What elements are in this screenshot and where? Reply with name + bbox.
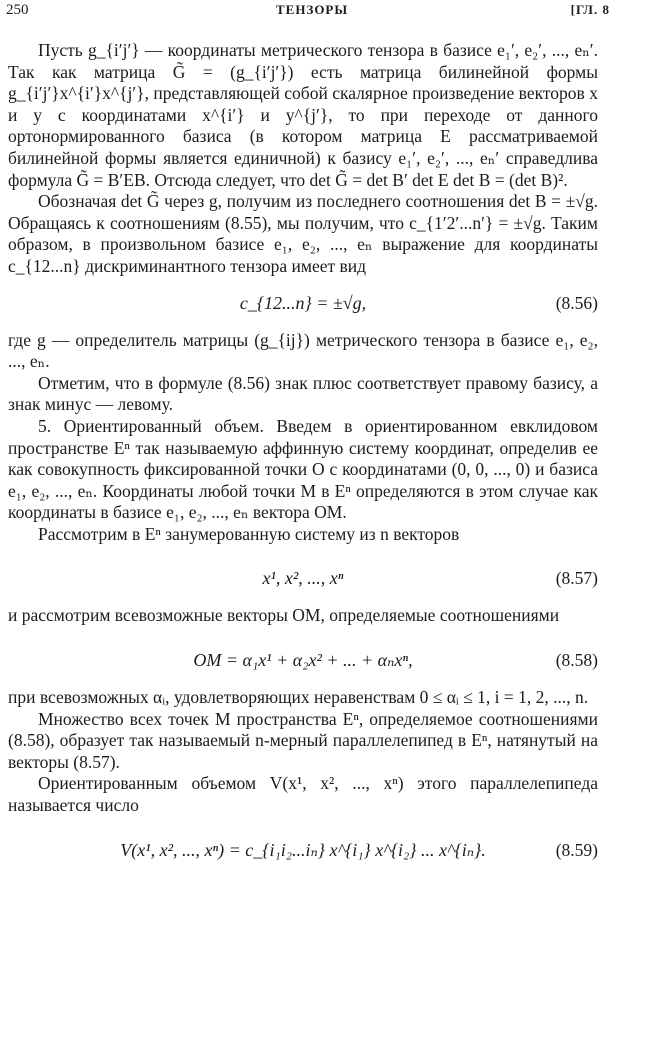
paragraph: и рассмотрим всевозможные векторы OM, определяемые соотношениями xyxy=(8,605,560,626)
chapter-label: [ГЛ. 8 xyxy=(570,2,610,17)
equation-body: x¹, x², ..., xⁿ xyxy=(262,568,344,589)
paragraph: Отметим, что в формуле (8.56) знак плюс соответствует правому базису, а знак минус — левому. xyxy=(8,372,598,415)
paragraph: Множество всех точек M пространства Eⁿ, определяемое соотношениями (8.58), образует так называемый n-мерный параллелепипед в Eⁿ, натянутый на векторы (8.57). xyxy=(8,708,598,772)
equation-number: (8.58) xyxy=(555,650,598,671)
paragraph: Ориентированным объемом V(x¹, x², ..., xⁿ) этого параллелепипеда называется число xyxy=(8,773,598,816)
paragraph: 5. Ориентированный объем. Введем в ориентированном евклидовом пространстве Eⁿ так называемую аффинную систему координат, определив ее как совокупность фиксированной точки O с координатами (0, 0, ..., 0) и базиса e₁, e₂, ..., eₙ. Координаты любой точки M в Eⁿ определяются в этом случае как координаты в базисе e₁, e₂, ..., eₙ вектора OM. xyxy=(8,415,598,523)
equation-body: V(x¹, x², ..., xⁿ) = c_{i₁i₂...iₙ} x^{i₁} x^{i₂} ... x^{iₙ}. xyxy=(120,839,486,860)
running-title: ТЕНЗОРЫ xyxy=(276,2,349,17)
page-header xyxy=(6,2,610,24)
paragraph: при всевозможных αᵢ, удовлетворяющих неравенствам 0 ≤ αᵢ ≤ 1, i = 1, 2, ..., n. xyxy=(8,687,589,708)
equation-8-56 xyxy=(8,283,598,325)
paragraph: где g — определитель матрицы (g_{ij}) метрического тензора в базисе e₁, e₂, ..., eₙ. xyxy=(8,329,598,372)
equation-number: (8.57) xyxy=(555,568,598,589)
equation-8-57 xyxy=(8,550,598,600)
body-text xyxy=(8,40,598,877)
equation-body: OM = α₁x¹ + α₂x² + ... + αₙxⁿ, xyxy=(193,650,413,671)
paragraph: Обозначая det G̃ через g, получим из последнего соотношения det B = ±√g. Обращаясь к соотношениям (8.55), мы получим, что c_{1′2′...n′} = ±√g. Таким образом, в произвольном базисе e₁, e₂, ..., eₙ выражение для координаты c_{12...n} дискриминантного тензора имеет вид xyxy=(8,191,598,276)
equation-8-58 xyxy=(8,632,598,682)
equation-body: c_{12...n} = ±√g, xyxy=(239,292,367,313)
equation-number: (8.59) xyxy=(555,839,598,860)
paragraph: Рассмотрим в Eⁿ занумерованную систему из n векторов xyxy=(38,523,460,544)
paragraph: Пусть g_{i′j′} — координаты метрического тензора в базисе e₁′, e₂′, ..., eₙ′. Так как матрица G̃ = (g_{i′j′}) есть матрица билинейной формы g_{i′j′}x^{i′}x^{j′}, представляющей собой скалярное произведение векторов x и y с координатами x^{i′} и y^{j′}, то при переходе от данного ортонормированного базиса (в котором матрица E рассматриваемой билинейной формы является единичной) к базису e₁′, e₂′, ..., eₙ′ справедлива формула G̃ = B′EB. Отсюда следует, что det G̃ = det B′ det E det B = (det B)². xyxy=(8,40,598,190)
equation-8-59 xyxy=(8,822,598,872)
page-number: 250 xyxy=(6,2,29,18)
equation-number: (8.56) xyxy=(555,292,598,313)
